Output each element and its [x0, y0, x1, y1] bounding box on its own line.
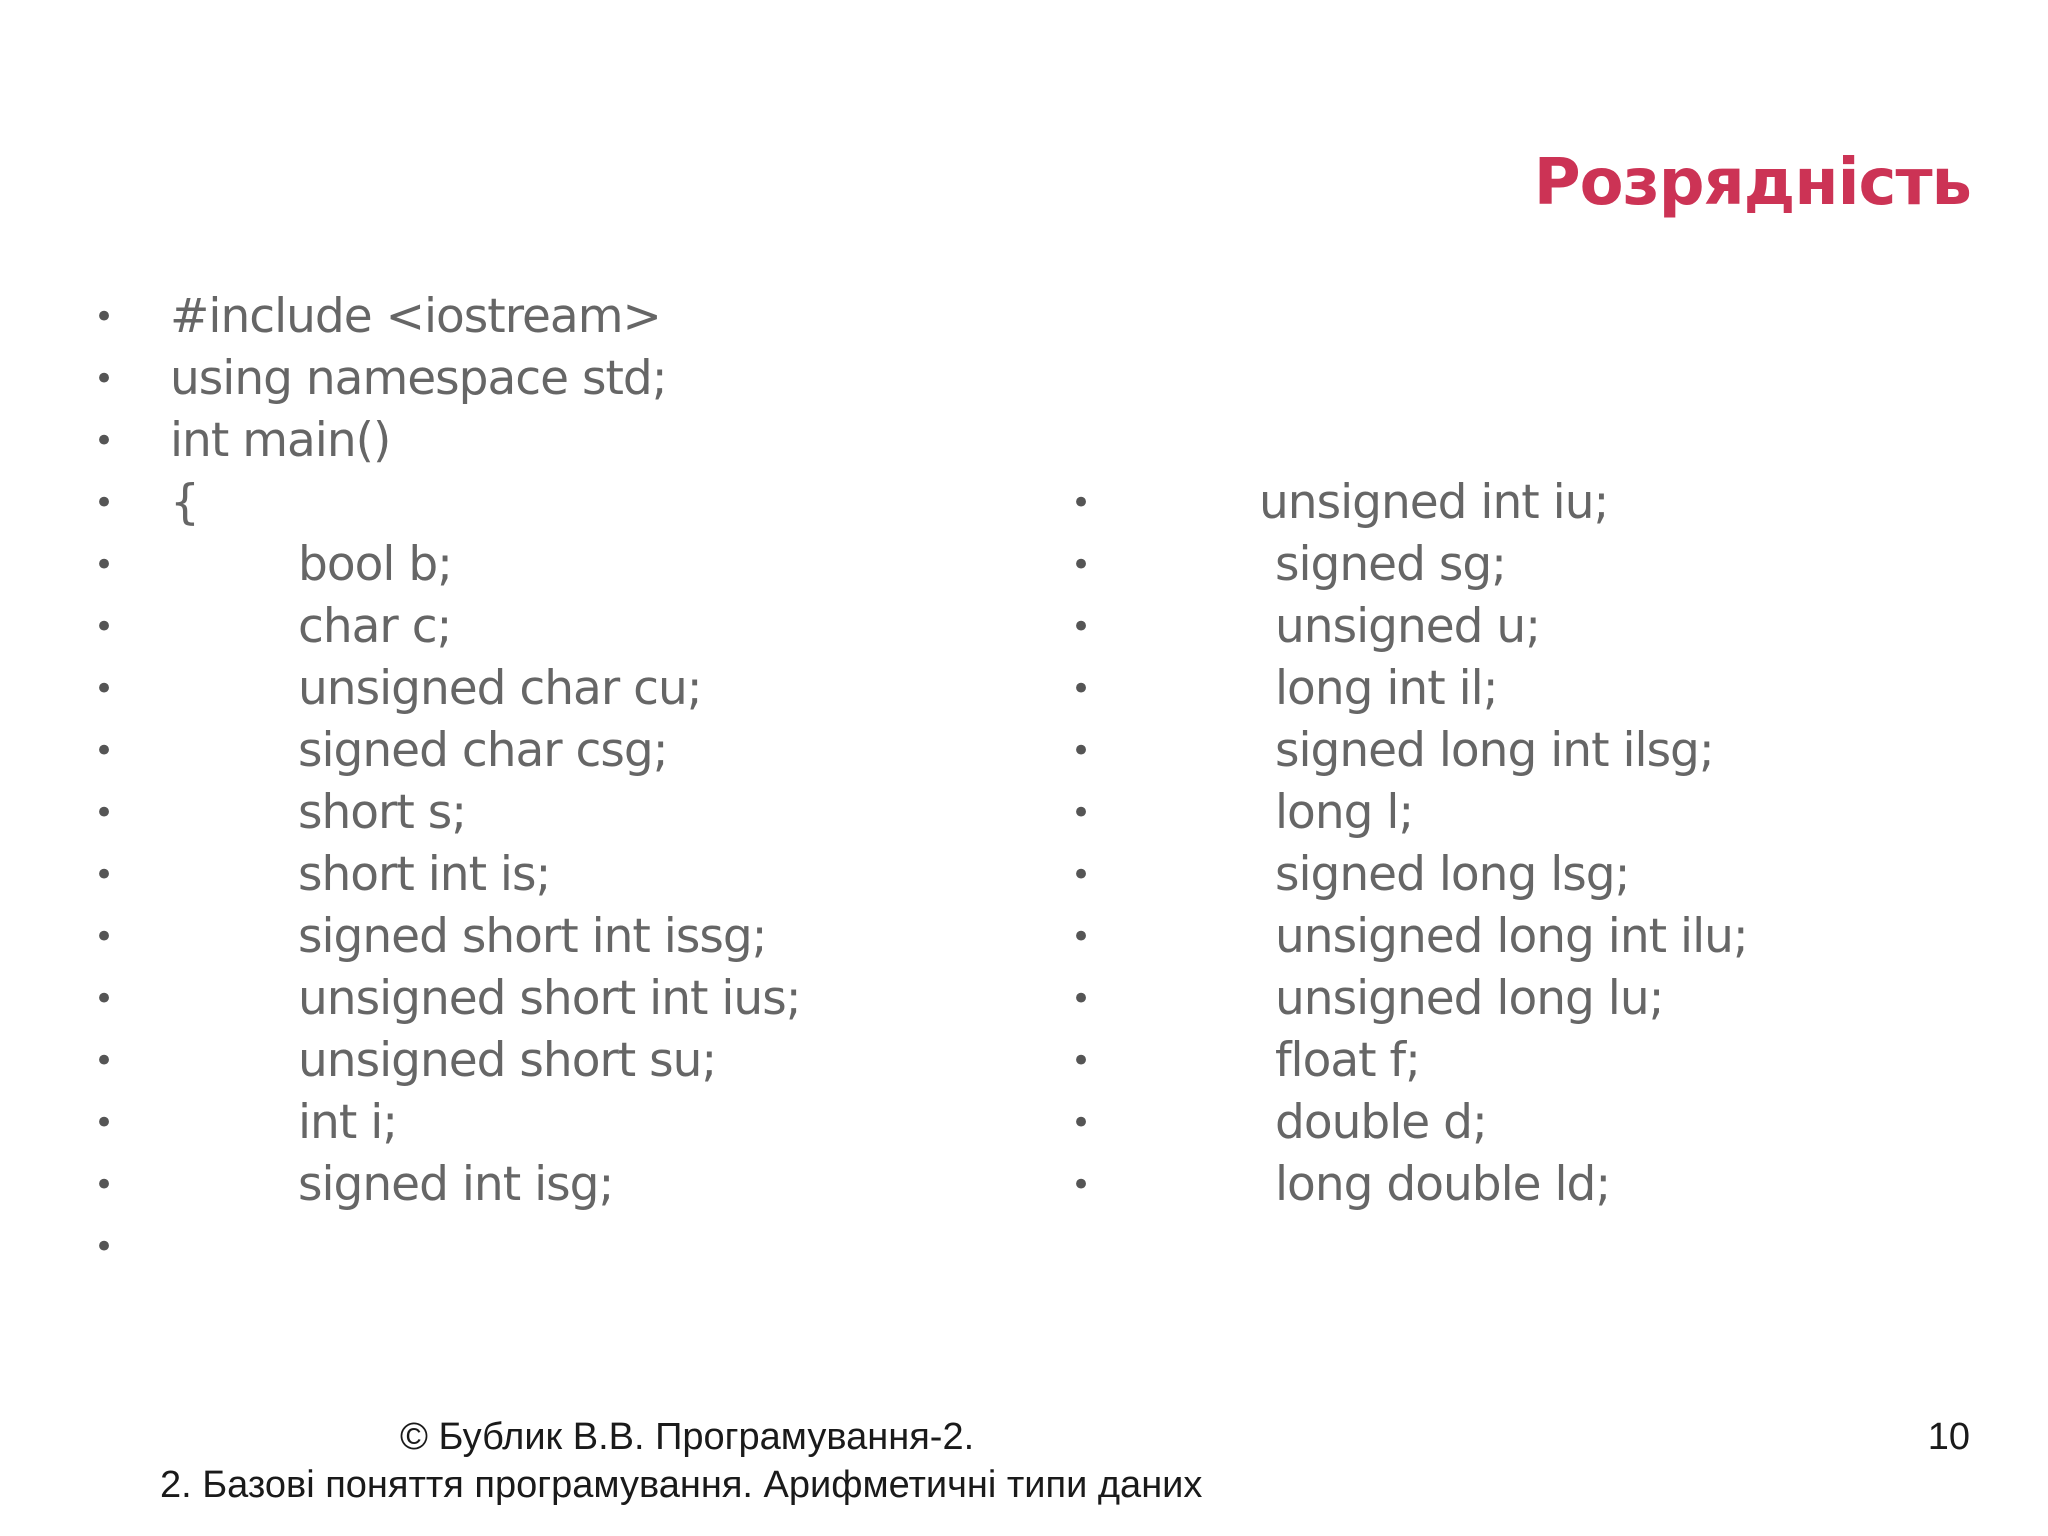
code-line: int i; — [298, 1095, 398, 1150]
code-line: unsigned long int ilu; — [1275, 909, 1748, 964]
bullet-icon: • — [1070, 1041, 1092, 1081]
code-line: signed int isg; — [298, 1157, 614, 1212]
footer-copyright: © Бублик В.В. Програмування-2. — [400, 1416, 975, 1458]
code-line: { — [170, 475, 199, 530]
code-line: signed long int ilsg; — [1275, 723, 1714, 778]
bullet-icon: • — [93, 359, 115, 399]
code-line: signed sg; — [1275, 537, 1507, 592]
bullet-icon: • — [93, 1041, 115, 1081]
bullet-icon: • — [93, 855, 115, 895]
bullet-icon: • — [1070, 793, 1092, 833]
bullet-icon: • — [93, 793, 115, 833]
code-line: signed long lsg; — [1275, 847, 1630, 902]
bullet-icon: • — [93, 731, 115, 771]
bullet-icon: • — [93, 917, 115, 957]
code-line: unsigned char cu; — [298, 661, 702, 716]
code-line: #include <iostream> — [170, 289, 661, 344]
bullet-icon: • — [1070, 731, 1092, 771]
code-line: unsigned short int ius; — [298, 971, 801, 1026]
code-line: long double ld; — [1275, 1157, 1611, 1212]
bullet-icon: • — [1070, 607, 1092, 647]
bullet-icon: • — [1070, 979, 1092, 1019]
slide-title: Розрядність — [1533, 146, 1971, 220]
bullet-icon: • — [1070, 1165, 1092, 1205]
code-line: unsigned long lu; — [1275, 971, 1664, 1026]
code-line: char c; — [298, 599, 452, 654]
code-line: float f; — [1275, 1033, 1420, 1088]
bullet-icon: • — [1070, 545, 1092, 585]
code-line: double d; — [1275, 1095, 1487, 1150]
bullet-icon: • — [1070, 1103, 1092, 1143]
bullet-icon: • — [93, 1227, 115, 1267]
code-line: unsigned short su; — [298, 1033, 717, 1088]
bullet-icon: • — [93, 979, 115, 1019]
bullet-icon: • — [93, 1165, 115, 1205]
bullet-icon: • — [93, 607, 115, 647]
code-line: signed short int issg; — [298, 909, 767, 964]
footer-subtitle: 2. Базові поняття програмування. Арифметичні типи даних — [160, 1464, 1203, 1506]
code-line: unsigned int iu; — [1259, 475, 1609, 530]
code-line: short int is; — [298, 847, 551, 902]
bullet-icon: • — [93, 545, 115, 585]
page-number: 10 — [1927, 1416, 1970, 1458]
code-line: long l; — [1275, 785, 1414, 840]
bullet-icon: • — [1070, 855, 1092, 895]
bullet-icon: • — [93, 297, 115, 337]
code-line: signed char csg; — [298, 723, 668, 778]
bullet-icon: • — [1070, 669, 1092, 709]
code-line: unsigned u; — [1275, 599, 1541, 654]
bullet-icon: • — [93, 483, 115, 523]
code-line: using namespace std; — [170, 351, 667, 406]
code-line: int main() — [170, 413, 391, 468]
bullet-icon: • — [1070, 483, 1092, 523]
code-line: short s; — [298, 785, 467, 840]
bullet-icon: • — [93, 669, 115, 709]
bullet-icon: • — [1070, 917, 1092, 957]
code-line: bool b; — [298, 537, 453, 592]
bullet-icon: • — [93, 1103, 115, 1143]
bullet-icon: • — [93, 421, 115, 461]
code-line: long int il; — [1275, 661, 1498, 716]
